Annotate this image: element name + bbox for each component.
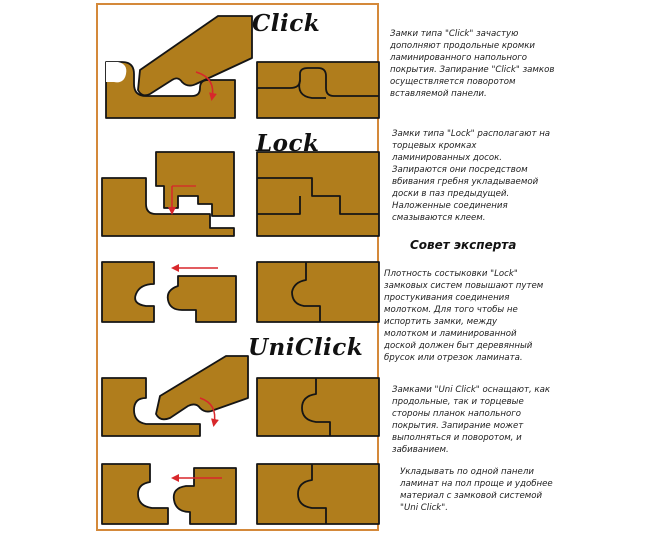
heading-click: Click [252,10,321,37]
heading-lock: Lock [256,130,320,157]
expert-advice-text: Плотность состыковки "Lock" замковых систем повышают путем простукивания соединения молотком. Для того чтобы не испортить замки, между молотком и ламинированной доской должен быт деревянный брусок или отрезок ламината. [384,269,544,363]
lock-after-diagram [257,152,379,236]
click-before-diagram [106,16,252,118]
lock-before-diagram [102,152,234,236]
click-description: Замки типа "Click" зачастую дополняют продольные кромки ламинированного напольного покрытия. Запирание "Click" замков осуществляется поворотом вставляемой панели. [390,29,555,99]
lock-hammer-before-diagram [102,262,236,322]
uniclick-after-diagram [257,378,379,436]
click-after-diagram [257,62,379,118]
uniclick-description: Замками "Uni Click" оснащают, как продольные, так и торцевые стороны планок напольного покрытия. Запирание может выполняться и поворотом, и забиванием. [392,385,551,455]
uniclick-advice: Укладывать по одной панели ламинат на пол проще и удобнее материал с замковой системой "Uni Click". [400,467,553,513]
uniclick-hammer-before-diagram [102,464,236,524]
lock-hammer-after-diagram [257,262,379,322]
uniclick-before-diagram [102,356,248,436]
lock-description: Замки типа "Lock" располагают на торцевых кромках ламинированных досок. Запираются они посредством вбивания гребня укладываемой доски в паз предыдущей. Наложенные соединения смазываются клеем. [392,129,551,223]
expert-advice-title: Совет эксперта [410,238,517,252]
uniclick-hammer-after-diagram [257,464,379,524]
heading-uniclick: UniClick [248,334,364,361]
